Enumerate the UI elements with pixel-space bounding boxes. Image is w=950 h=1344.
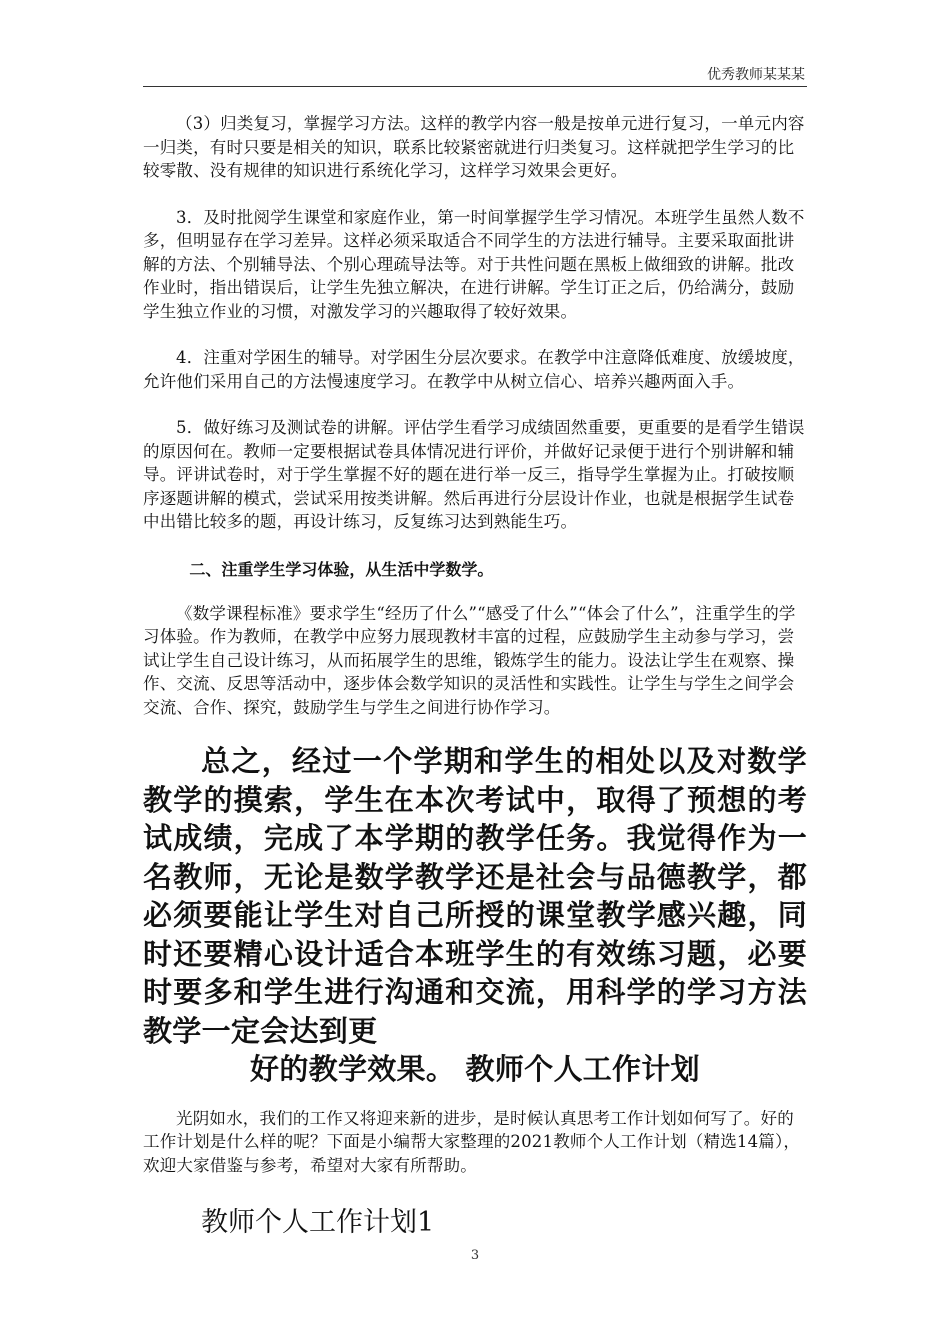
header-text: 优秀教师某某某 <box>707 67 805 83</box>
paragraph-curriculum-standard: 《数学课程标准》要求学生“经历了什么”“感受了什么”“体会了什么”，注重学生的学习体验。作为教师，在教学中应努力展现教材丰富的过程，应鼓励学生主动参与学习，尝试让学生自己设计练习，从而拓展学生的思维，锻炼学生的能力。设法让学生在观察、操作、交流、反思等活动中，逐步体会数学知识的灵活性和实践性。让学生与学生之间学会交流、合作、探究，鼓励学生与学生之间进行协作学习。 <box>143 603 796 717</box>
paragraph-review-methods: （3）归类复习，掌握学习方法。这样的教学内容一般是按单元进行复习，一单元内容一归类，有时只要是相关的知识，联系比较紧密就进行归类复习。这样就把学生学习的比较零散、没有规律的知识进行系统化学习，这样学习效果会更好。 <box>143 114 805 180</box>
summary-main-text: 总之，经过一个学期和学生的相处以及对数学教学的摸索，学生在本次考试中，取得了预想的考试成绩，完成了本学期的教学任务。我觉得作为一名教师，无论是数学教学还是社会与品德教学，都必须要能让学生对自己所授的课堂教学感兴趣，同时还要精心设计适合本班学生的有效练习题，必要时要多和学生进行沟通和交流，用科学的学习方法教学一定会达到更 <box>143 744 807 1048</box>
paragraph-intro: 光阴如水，我们的工作又将迎来新的进步，是时候认真思考工作计划如何写了。好的工作计划是什么样的呢？下面是小编帮大家整理的2021教师个人工作计划（精选14篇），欢迎大家借鉴与参考，希望对大家有所帮助。 <box>143 1108 801 1175</box>
page-number: 3 <box>470 1248 480 1263</box>
section-title-plan-1: 教师个人工作计划1 <box>201 1207 435 1238</box>
paragraph-homework-review: 3．及时批阅学生课堂和家庭作业，第一时间掌握学生学习情况。本班学生虽然人数不多，但明显存在学习差异。这样必须采取适合不同学生的方法进行辅导。主要采取面批讲解的方法、个别辅导法、个别心理疏导法等。对于共性问题在黑板上做细致的讲解。批改作业时，指出错误后，让学生先独立解决，在进行讲解。学生订正之后，仍给满分，鼓励学生独立作业的习惯，对激发学习的兴趣取得了较好效果。 <box>143 207 805 321</box>
document-body <box>143 112 807 1239</box>
paragraph-test-review: 5．做好练习及测试卷的讲解。评估学生看学习成绩固然重要，更重要的是看学生错误的原因何在。教师一定要根据试卷具体情况进行评价，并做好记录便于进行个别讲解和辅导。评讲试卷时，对于学生掌握不好的题在进行举一反三，指导学生掌握为止。打破按顺序逐题讲解的模式，尝试采用按类讲解。然后再进行分层设计作业，也就是根据学生试卷中出错比较多的题，再设计练习，反复练习达到熟能生巧。 <box>143 418 805 531</box>
paragraph-struggling-students: 4．注重对学困生的辅导。对学困生分层次要求。在教学中注意降低难度、放缓坡度，允许他们采用自己的方法慢速度学习。在教学中从树立信心、培养兴趣两面入手。 <box>143 348 805 391</box>
section-heading-learning-experience: 二、注重学生学习体验，从生活中学数学。 <box>189 559 494 579</box>
summary-tail-text: 好的教学效果。 教师个人工作计划 <box>250 1052 700 1086</box>
summary-paragraph <box>143 742 807 1089</box>
header-rule <box>143 86 807 87</box>
